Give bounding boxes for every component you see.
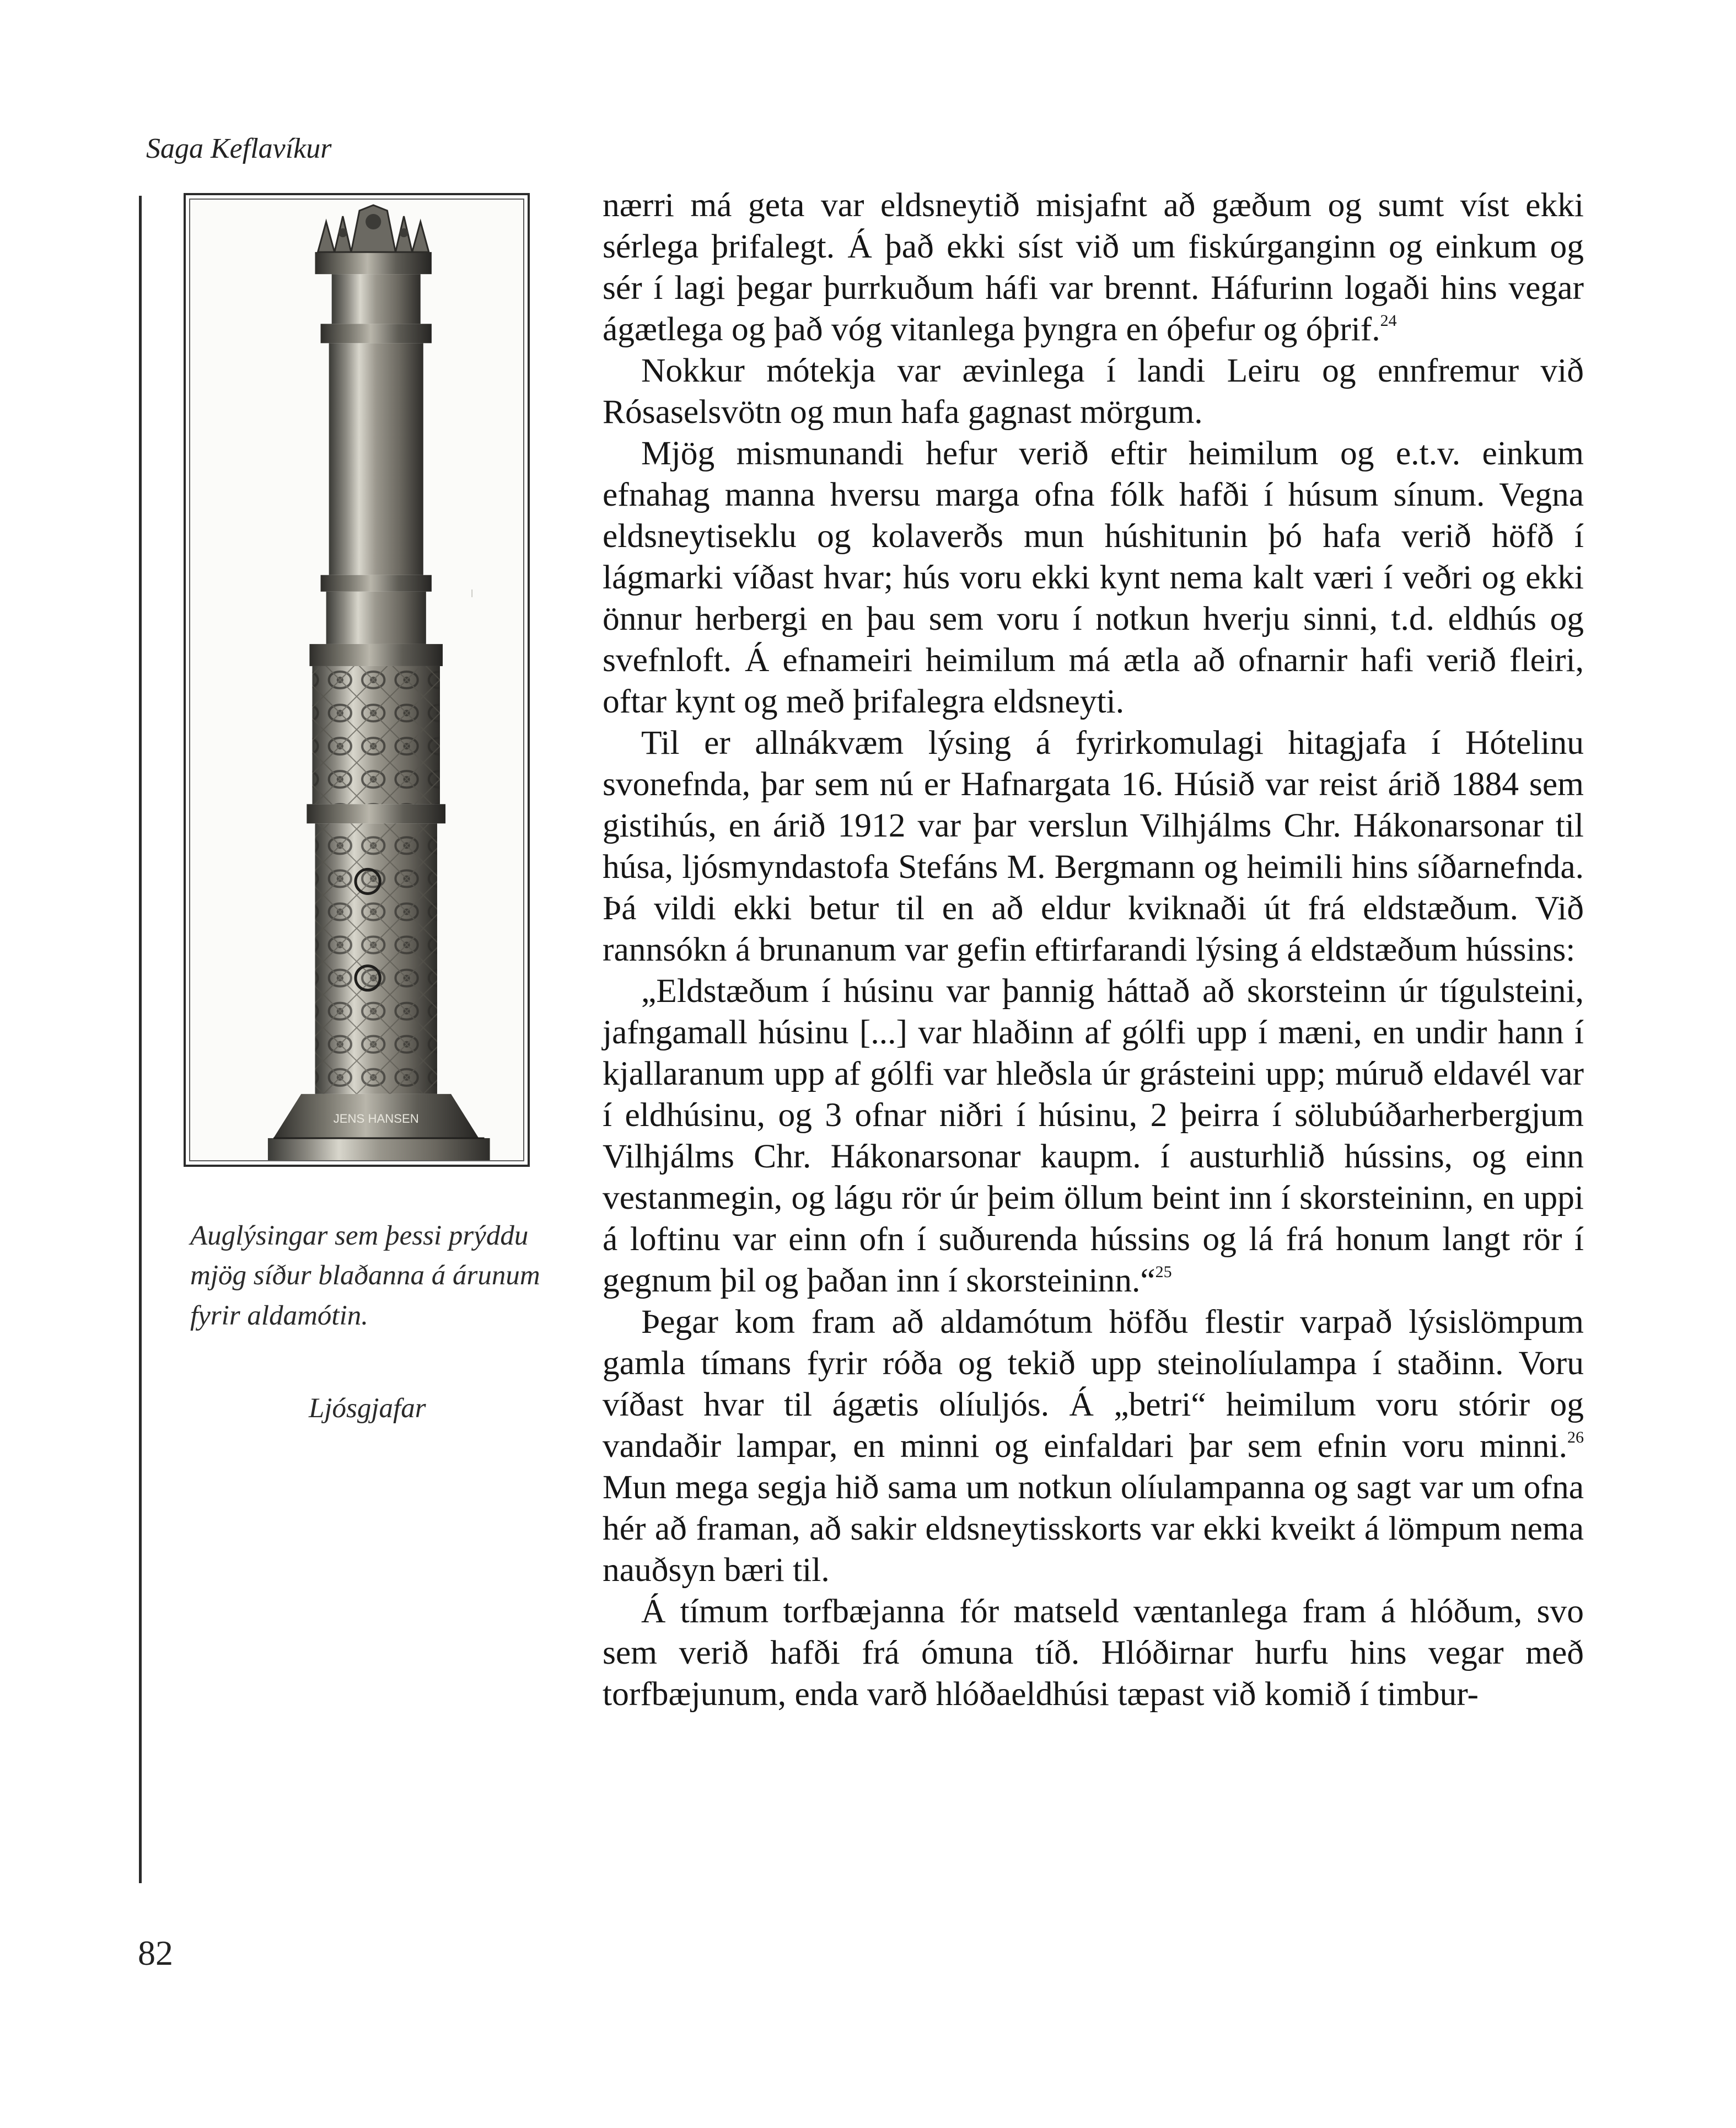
margin-rule: [139, 196, 142, 1883]
paragraph-3: Mjög mismunandi hefur verið eftir heimilum og e.t.v. einkum efnahag manna hversu marga ofna fólk hafði í húsum sínum. Vegna eldsneytiseklu og kolaverðs mun húshitunin þó hafa verið höfð í lágmarki víðast hvar; hús voru ekki kynt nema kalt væri í veðri og ekki önnur herbergi en þau sem voru í notkun hverju sinni, t.d. eldhús og svefnloft. Á efnameiri heimilum má ætla að ofnarnir hafi verið fleiri, oftar kynt og með þrifalegra eldsneyti.: [603, 435, 1584, 720]
stamp-text: JENS HANSEN: [333, 1111, 419, 1125]
svg-text:I: I: [470, 587, 474, 600]
paragraph-6: Þegar kom fram að aldamótum höfðu flestir varpað lýsislömpum gamla tímans fyrir róða og tekið upp steinolíulampa í staðinn. Voru víðast hvar til ágætis olíuljós. Á „betri“ heimilum voru stórir og vandaðir lampar, en minni og einfaldari þar sem efnin voru minni.$^{26}$ Mun mega segja hið sama um notkun olíulampanna og sagt var um ofna hér að framan, að sakir eldsneytisskorts var ekki kveikt á lömpum nema nauðsyn bæri til.: [603, 1303, 1584, 1589]
paragraph-7: Á tímum torfbæjanna fór matseld væntanlega fram á hlóðum, svo sem verið hafði frá ómuna tíð. Hlóðirnar hurfu hins vegar með torfbæjunum, enda varð hlóðaeldhúsi tæpast við komið í timbur-: [603, 1593, 1584, 1713]
stove-illustration: [189, 199, 524, 1161]
running-head: Saga Keflavíkur: [146, 133, 332, 164]
page-number: 82: [138, 1933, 173, 1972]
stove-drawing: [190, 200, 523, 1160]
paragraph-4: Til er allnákvæm lýsing á fyrirkomulagi hitagjafa í Hótelinu svonefnda, þar sem nú er Hafnargata 16. Húsið var reist árið 1884 sem gistihús, en árið 1912 var þar verslun Vilhjálms Chr. Hákonarsonar til húsa, ljósmyndastofa Stefáns M. Bergmann og heimili hins síðarnefnda. Þá vildi ekki betur til en að eldur kviknaði út frá eldstæðum. Við rannsókn á brunanum var gefin eftirfarandi lýsing á eldstæðum hússins:: [603, 724, 1584, 968]
paragraph-2: Nokkur mótekja var ævinlega í landi Leiru og ennfremur við Rósaselsvötn og mun hafa gagnast mörgum.: [603, 352, 1584, 431]
footnote-ref-26: 26: [1567, 1428, 1584, 1446]
figure-frame: [184, 193, 530, 1167]
photo-credit: Ljósgjafar: [309, 1393, 426, 1424]
figure-caption: Auglýsingar sem þessi prýddu mjög síður blaðanna á árunum fyrir aldamótin.: [190, 1220, 540, 1331]
block-quote: „Eldstæðum í húsinu var þannig háttað að skorsteinn úr tígulsteini, jafngamall húsinu [...] var hlaðinn af gólfi upp í mæni, en undir hann í kjallaranum upp af gólfi var hleðsla úr grásteini upp; múruð eldavél var í eldhúsinu, og 3 ofnar niðri í húsinu, 2 þeirra í sölubúðarherbergjum Vilhjálms Chr. Hákonarsonar kaupm. í austurhlið hússins, og einn vestanmegin, og lágu rör úr þeim öllum beint inn í skorsteininn, en uppi á loftinu var einn ofn í suðurenda hússins og lá frá honum langt rör í gegnum þil og þaðan inn í skorsteininn.“$^{25}$: [603, 972, 1584, 1299]
footnote-ref-25: 25: [1155, 1263, 1172, 1281]
stove-crown: [315, 205, 432, 274]
footnote-ref-24: 24: [1380, 312, 1397, 330]
body-text: [603, 185, 1584, 1715]
paragraph-1: nærri má geta var eldsneytið misjafnt að gæðum og sumt víst ekki sérlega þrifalegt. Á það ekki síst við um fiskúrganginn og einkum og sér í lagi þegar þurrkuðum háfi var brennt. Háfurinn logaði hins vegar ágætlega og það vóg vitanlega þyngra en óþefur og óþrif.$^{24}$: [603, 186, 1584, 348]
